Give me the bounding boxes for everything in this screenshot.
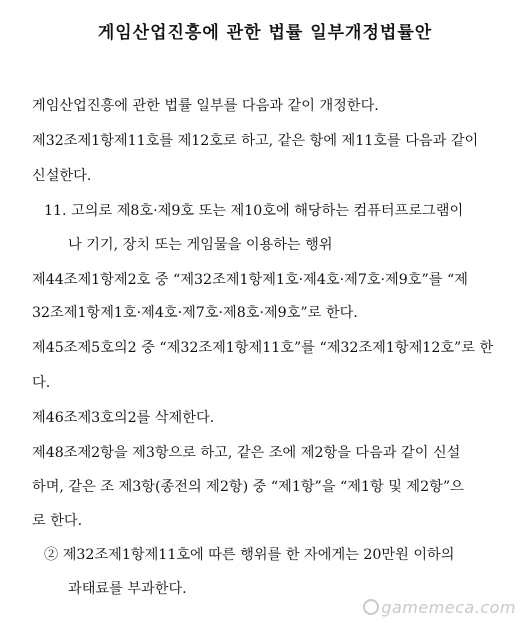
watermark-text: gamemeca.com [381,598,516,617]
watermark-logo-icon [363,599,379,615]
body-line: 다. [32,375,51,391]
body-line: ② 제32조제1항제11호에 따른 행위를 한 자에게는 20만원 이하의 [44,547,455,563]
body-line: 제45조제5호의2 중 “제32조제1항제11호”를 “제32조제1항제12호”로 한 [32,340,494,356]
body-line: 제32조제1항제11호를 제12호로 하고, 같은 항에 제11호를 다음과 같이 [32,133,479,149]
body-line: 32조제1항제1호·제4호·제7호·제8호·제9호”로 한다. [32,305,358,321]
body-line: 하며, 같은 조 제3항(종전의 제2항) 중 “제1항”을 “제1항 및 제2항”으 [32,479,464,495]
watermark [363,598,516,617]
body-line: 11. 고의로 제8호·제9호 또는 제10호에 해당하는 컴퓨터프로그램이 [44,203,464,219]
body-line: 신설한다. [32,168,92,184]
body-line: 게임산업진흥에 관한 법률 일부를 다음과 같이 개정한다. [32,98,379,114]
body-line: 나 기기, 장치 또는 게임물을 이용하는 행위 [68,237,333,253]
body-line: 과태료를 부과한다. [68,581,187,597]
body-line: 로 한다. [32,513,83,529]
body-line: 제48조제2항을 제3항으로 하고, 같은 조에 제2항을 다음과 같이 신설 [32,445,461,461]
document-title: 게임산업진흥에 관한 법률 일부개정법률안 [97,23,433,43]
body-line: 제46조제3호의2를 삭제한다. [32,410,215,426]
body-line: 제44조제1항제2호 중 “제32조제1항제1호·제4호·제7호·제9호”를 “제 [32,272,468,288]
